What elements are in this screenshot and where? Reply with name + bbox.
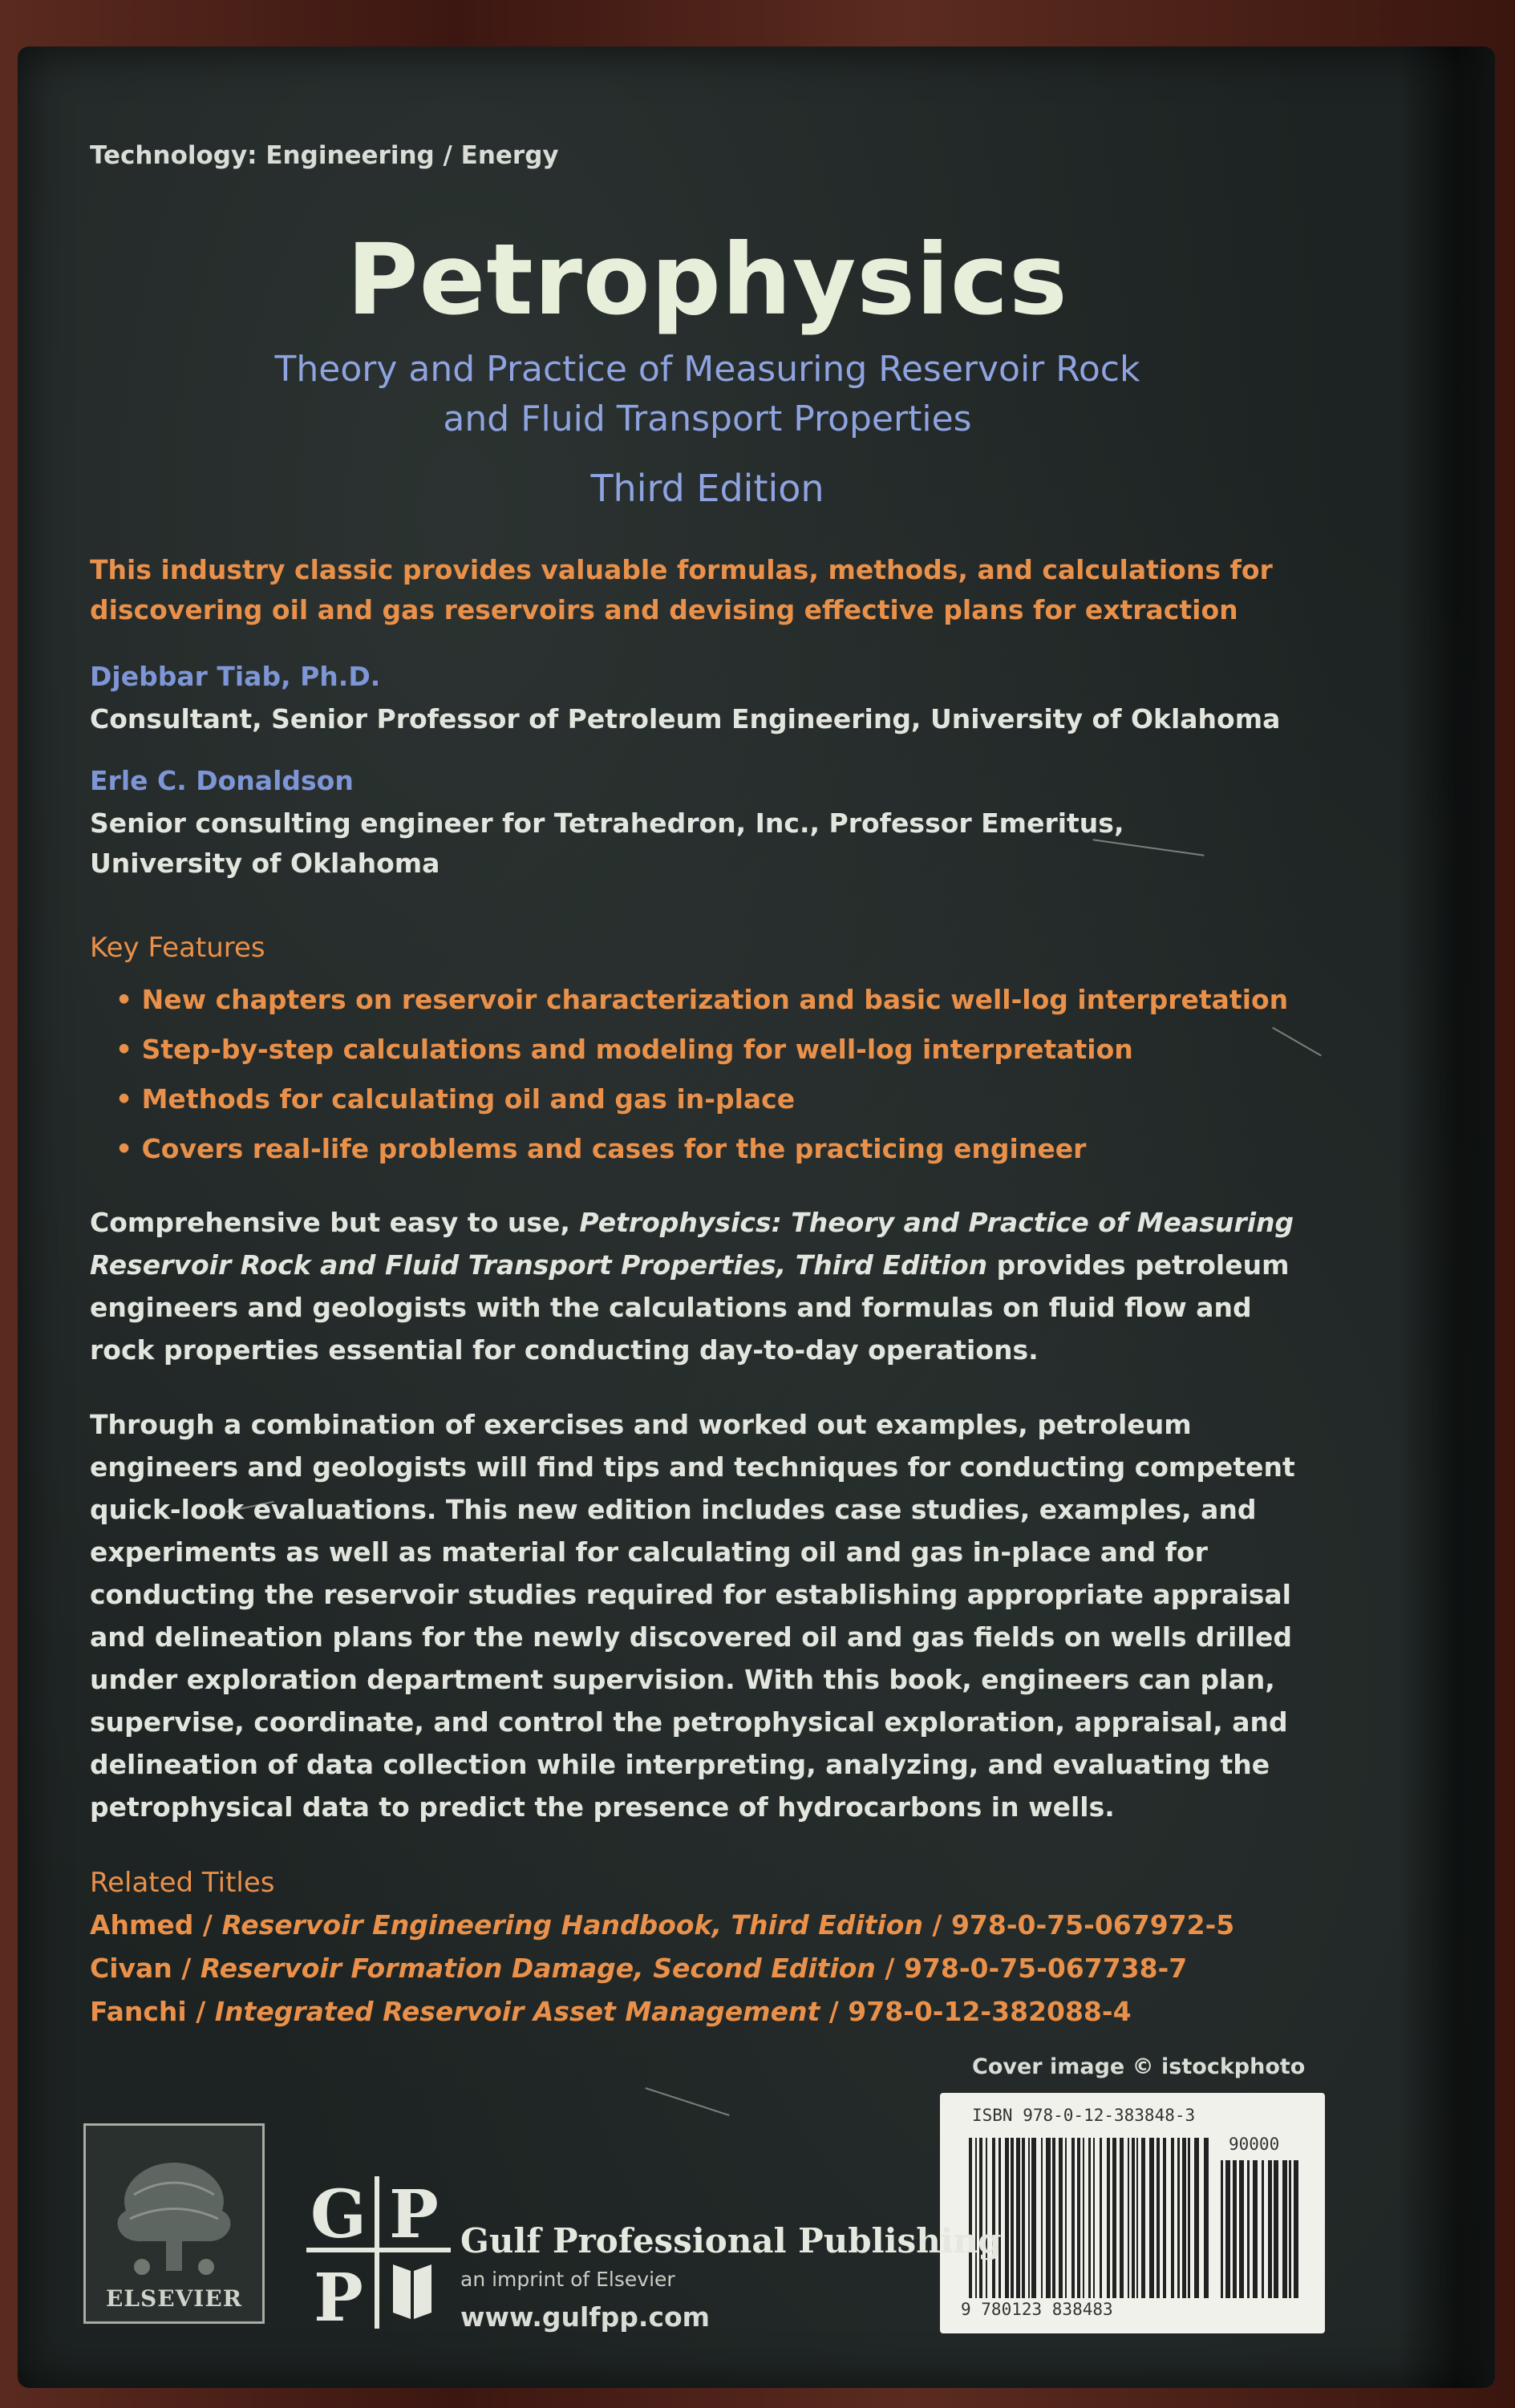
barcode-bar <box>1059 2138 1063 2298</box>
related-title-book: Reservoir Formation Damage, Second Edition <box>200 1953 876 1984</box>
barcode-bar <box>1011 2138 1014 2298</box>
barcode-bar <box>1289 2160 1291 2298</box>
barcode-bar <box>1171 2138 1174 2298</box>
barcode-bar <box>1221 2160 1223 2298</box>
book-back-cover <box>18 47 1495 2388</box>
author-affiliation-2: Senior consulting engineer for Tetrahedron, Inc., Professor Emeritus, University of Oklahoma <box>90 807 1124 879</box>
cover-image-credit: Cover image © istockphoto <box>972 2054 1306 2079</box>
gp-letter-g: G <box>310 2176 367 2253</box>
barcode-bar <box>1247 2160 1250 2298</box>
gp-monogram-icon <box>306 2176 451 2329</box>
barcode-bar <box>1253 2160 1258 2298</box>
book-title: Petrophysics <box>346 223 1068 337</box>
barcode-bar <box>1100 2138 1102 2298</box>
barcode-bar <box>1028 2138 1030 2298</box>
barcode-bar <box>1088 2138 1091 2298</box>
book-subtitle: Theory and Practice of Measuring Reservoir Rock and Fluid Transport Properties <box>274 349 1140 439</box>
author-affiliation-1: Consultant, Senior Professor of Petroleum Engineering, University of Oklahoma <box>90 703 1281 735</box>
description-book-title: Petrophysics: Theory and Practice of Measuring Reservoir Rock and Fluid Transport Properties, Third Edition <box>90 1207 1294 1281</box>
related-title-author: Civan / <box>90 1953 201 1984</box>
barcode-bar <box>1262 2160 1264 2298</box>
barcode-bar <box>1136 2138 1138 2298</box>
gp-letter-p: P <box>389 2176 439 2253</box>
barcode-bar <box>1141 2138 1145 2298</box>
description-paragraph-1 <box>90 1201 1373 1371</box>
barcode-price-code: 90000 <box>1229 2135 1280 2154</box>
barcode-bar <box>1065 2138 1067 2298</box>
barcode-bars <box>969 2138 1209 2298</box>
key-feature-item: • Methods for calculating oil and gas in-place <box>115 1074 1288 1124</box>
related-title-item <box>90 1947 1234 1990</box>
publisher-url: www.gulfpp.com <box>460 2301 711 2333</box>
barcode-bar <box>986 2138 987 2298</box>
barcode-bar <box>1132 2138 1135 2298</box>
barcode-bar <box>1120 2138 1124 2298</box>
barcode-bar <box>1005 2138 1009 2298</box>
barcode-bar <box>1083 2138 1084 2298</box>
barcode-bar <box>975 2138 977 2298</box>
barcode-bar <box>1204 2138 1209 2298</box>
barcode-bar <box>1107 2138 1110 2298</box>
elsevier-label: ELSEVIER <box>105 2285 243 2312</box>
cover-scratch <box>645 2087 729 2116</box>
barcode-bar <box>1268 2160 1272 2298</box>
description-paragraph-2: Through a combination of exercises and worked out examples, petroleum engineers and geologists will find tips and techniques for conducting competent quick-look evaluations. This new edition includes case studies, examples, and experiments as well as material for calculating oil and gas in-place and for conducting the reservoir studies required for establishing appropriate appraisal and delineation plans for the newly discovered oil and gas fields on wells drilled under exploration department supervision. With this book, engineers can plan, supervise, coordinate, and control the petrophysical exploration, appraisal, and delineation of data collection while interpreting, analyzing, and evaluating the petrophysical data to predict the presence of hydrocarbons in wells. <box>90 1409 1295 1823</box>
barcode-bar <box>1149 2138 1154 2298</box>
barcode-bar <box>1163 2138 1166 2298</box>
barcode-digits: 9 780123 838483 <box>961 2300 1113 2319</box>
barcode-bar <box>1031 2138 1036 2298</box>
barcode-bar <box>1233 2160 1237 2298</box>
gp-letter-p-lower: P <box>314 2260 363 2329</box>
author-name-1: Djebbar Tiab, Ph.D. <box>90 661 381 692</box>
barcode-panel <box>940 2093 1325 2333</box>
barcode-bar <box>1274 2160 1278 2298</box>
tagline: This industry classic provides valuable formulas, methods, and calculations for discovering oil and gas reservoirs and devising effective plans for extraction <box>90 554 1273 625</box>
barcode-bar <box>999 2138 1001 2298</box>
barcode-bar <box>1112 2138 1116 2298</box>
related-title-isbn: / 978-0-75-067738-7 <box>875 1953 1188 1984</box>
related-title-author: Fanchi / <box>90 1996 215 2027</box>
barcode-bar <box>1188 2138 1190 2298</box>
barcode-bar <box>1093 2138 1095 2298</box>
key-features-list <box>115 975 1288 1174</box>
barcode-bar <box>1128 2138 1129 2298</box>
barcode-isbn: ISBN 978-0-12-383848-3 <box>972 2106 1196 2125</box>
publisher-imprint: an imprint of Elsevier <box>460 2268 675 2291</box>
book-edition: Third Edition <box>590 467 824 510</box>
barcode-bar <box>1294 2160 1298 2298</box>
barcode-bar <box>969 2138 972 2298</box>
barcode-bar <box>1225 2160 1230 2298</box>
barcode-bar <box>1239 2160 1244 2298</box>
related-title-isbn: / 978-0-75-067972-5 <box>922 1909 1235 1941</box>
barcode-bar <box>1194 2138 1199 2298</box>
barcode-bar <box>1157 2138 1160 2298</box>
related-title-item <box>90 1904 1234 1947</box>
related-title-book: Integrated Reservoir Asset Management <box>214 1996 820 2027</box>
elsevier-logo <box>83 2123 265 2324</box>
related-titles-heading: Related Titles <box>90 1867 275 1899</box>
description-lead: Comprehensive but easy to use, <box>90 1207 580 1238</box>
barcode-bar <box>1022 2138 1025 2298</box>
barcode-bar <box>1046 2138 1051 2298</box>
barcode-bar <box>1041 2138 1043 2298</box>
barcode-bar <box>1282 2160 1287 2298</box>
publisher-name: Gulf Professional Publishing <box>460 2221 1002 2260</box>
author-name-2: Erle C. Donaldson <box>90 765 354 796</box>
elsevier-tree-icon <box>86 2131 262 2283</box>
related-title-item <box>90 1990 1234 2034</box>
category-label: Technology: Engineering / Energy <box>90 141 559 170</box>
key-feature-item: • Step-by-step calculations and modeling for well-log interpretation <box>115 1025 1288 1074</box>
related-titles-list <box>90 1904 1234 2034</box>
description-rest: provides petroleum engineers and geologists with the calculations and formulas on fluid flow and rock properties essential for conducting day-to-day operations. <box>90 1249 1290 1366</box>
barcode-bar <box>1052 2138 1055 2298</box>
related-title-book: Reservoir Engineering Handbook, Third Edition <box>221 1909 923 1941</box>
barcode-bar <box>1182 2138 1186 2298</box>
related-title-isbn: / 978-0-12-382088-4 <box>820 1996 1132 2027</box>
book-icon <box>393 2264 431 2319</box>
key-feature-item: • Covers real-life problems and cases for the practicing engineer <box>115 1124 1288 1174</box>
gulf-publishing-logo <box>306 2176 451 2333</box>
barcode-bar <box>1016 2138 1020 2298</box>
barcode-bar <box>1071 2138 1075 2298</box>
key-feature-item: • New chapters on reservoir characterization and basic well-log interpretation <box>115 975 1288 1025</box>
key-features-heading: Key Features <box>90 932 265 964</box>
related-title-author: Ahmed / <box>90 1909 222 1941</box>
barcode-bar <box>1077 2138 1080 2298</box>
barcode-bar <box>1177 2138 1180 2298</box>
barcode-bar <box>992 2138 995 2298</box>
cover-edge-shadow <box>1399 47 1495 2388</box>
barcode-bar <box>979 2138 982 2298</box>
barcode-addon-bars <box>1221 2160 1301 2298</box>
